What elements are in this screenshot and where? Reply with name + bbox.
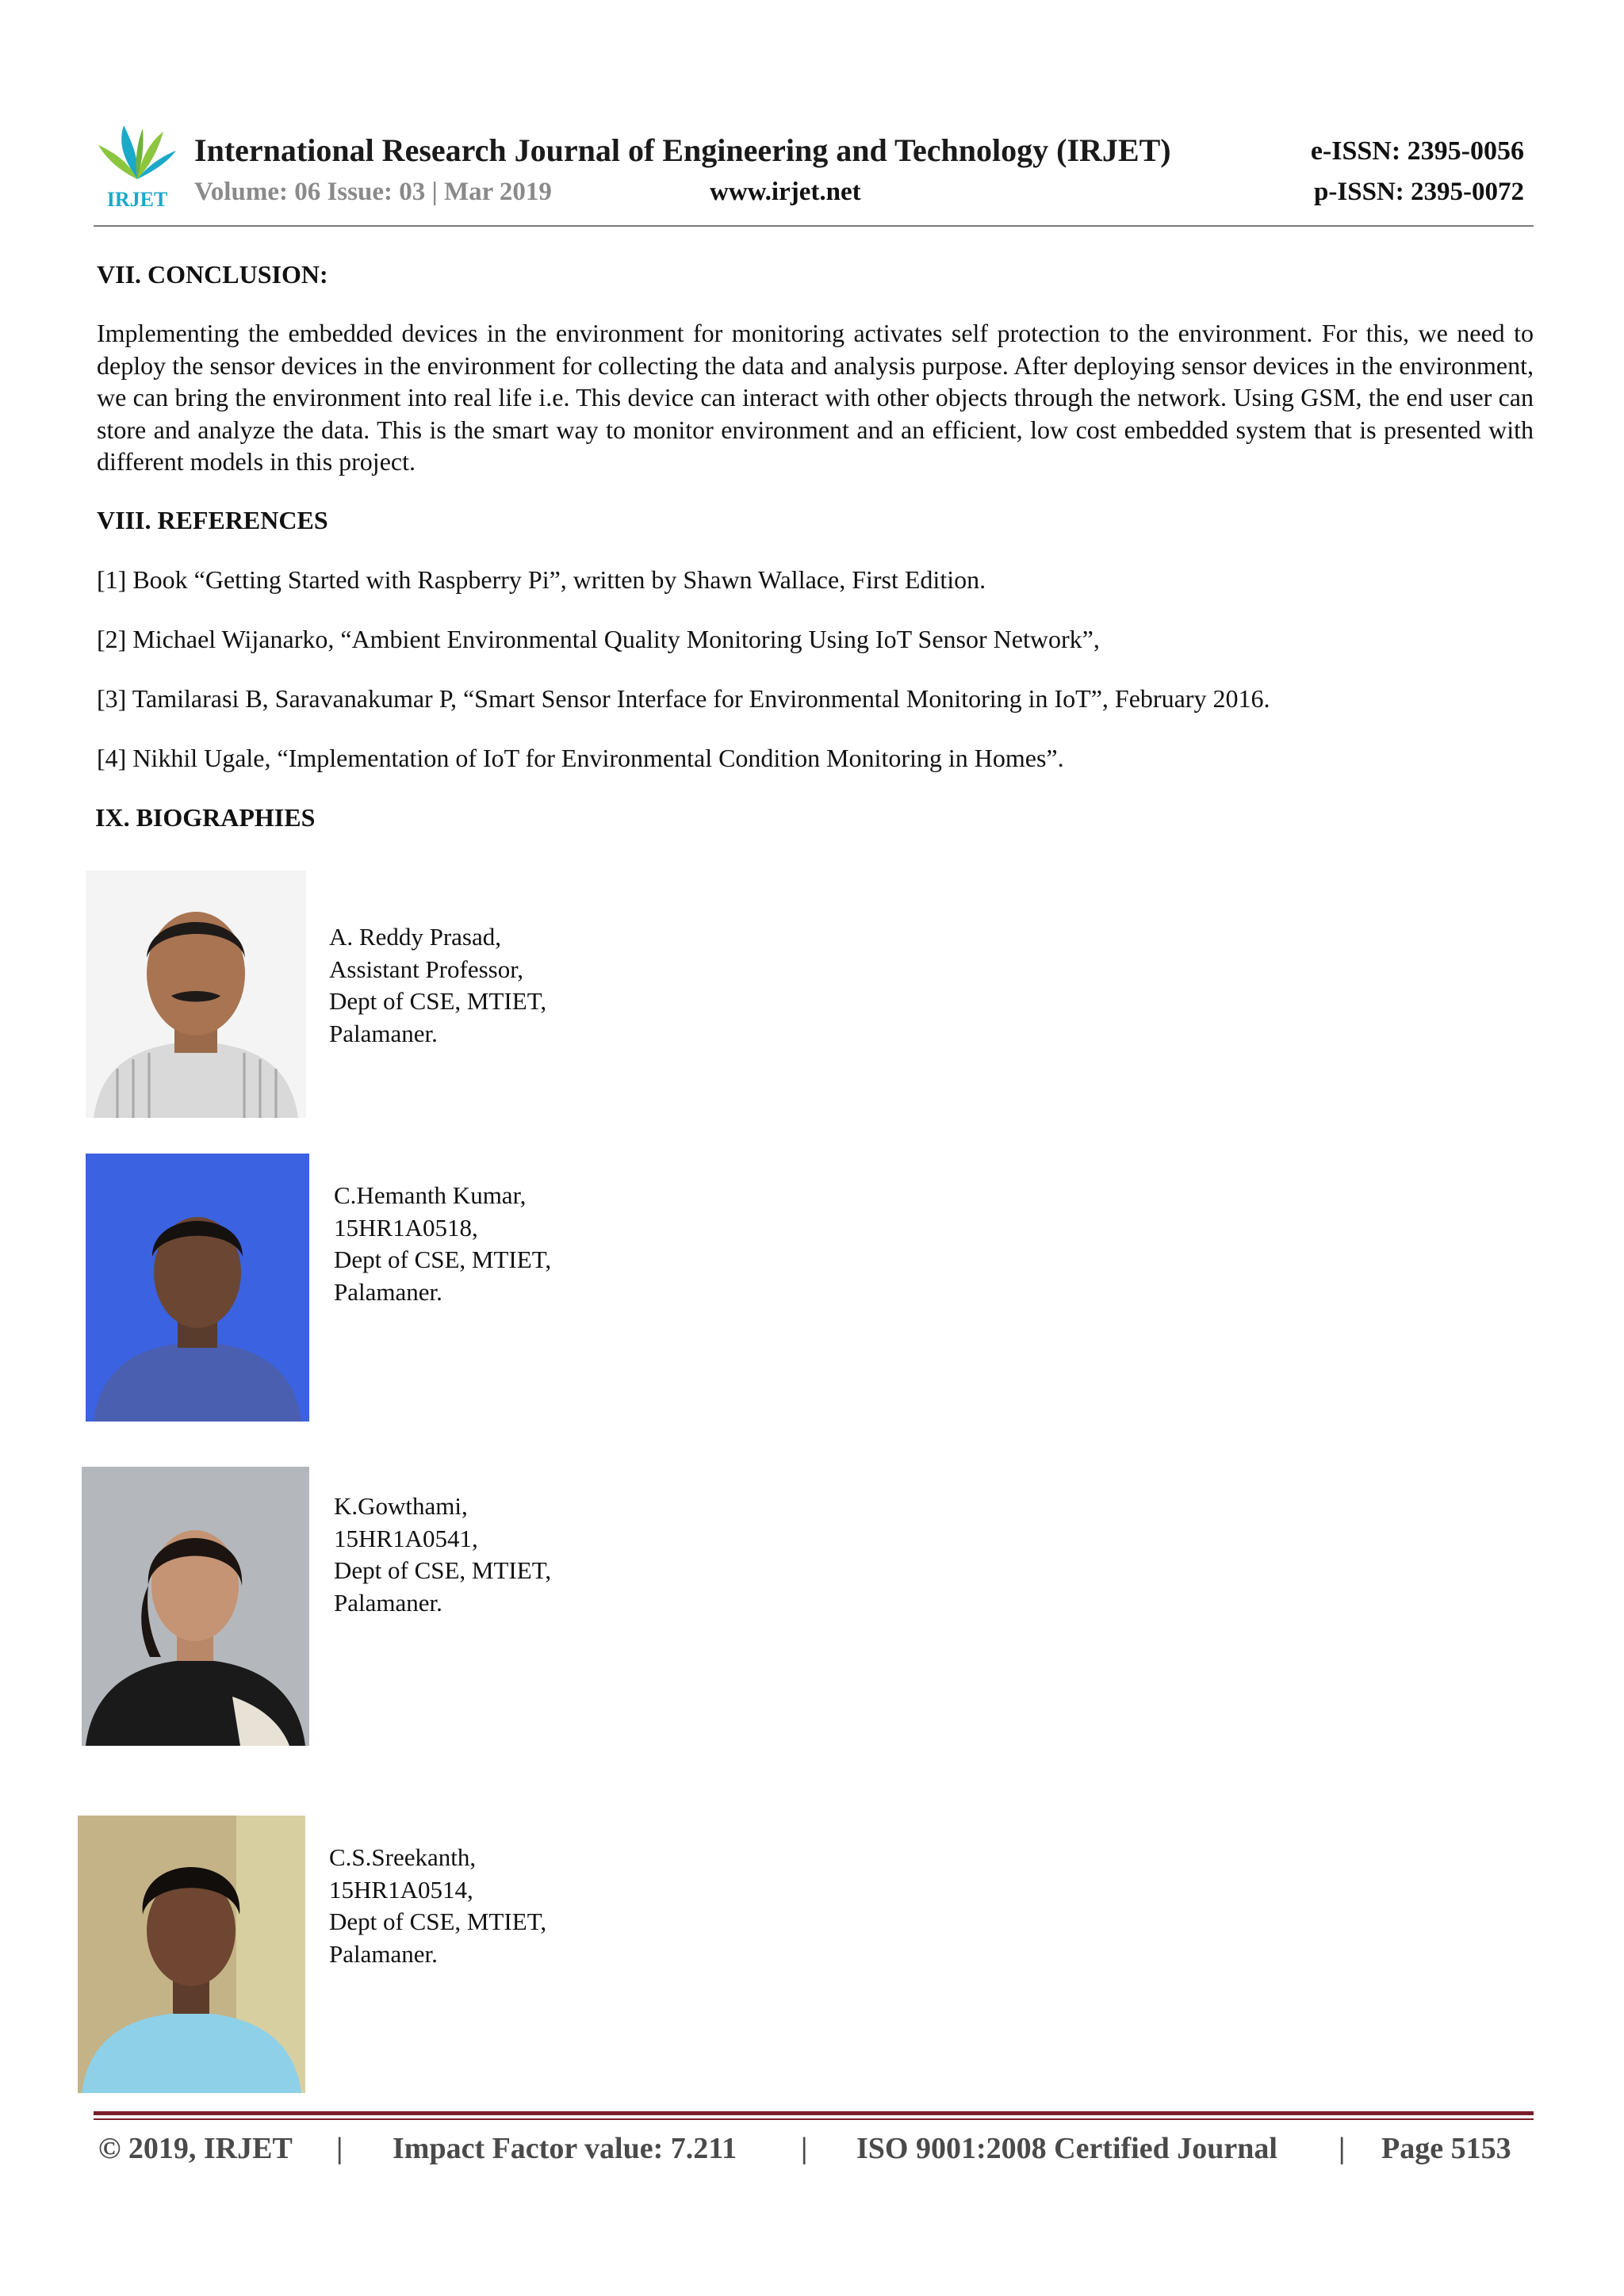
journal-website: www.irjet.net: [710, 178, 861, 206]
bio-line: Dept of CSE, MTIET,: [329, 1908, 547, 1935]
volume-issue: Volume: 06 Issue: 03 | Mar 2019: [194, 178, 552, 206]
irjet-logo-icon: [94, 117, 181, 212]
author-photo: [86, 871, 306, 1118]
reference-item: [3] Tamilarasi B, Saravanakumar P, “Smart Sensor Interface for Environmental Monitoring in IoT”, February 2016.: [97, 684, 1270, 713]
pissn: p-ISSN: 2395-0072: [1314, 178, 1524, 206]
svg-text:IRJET: IRJET: [106, 188, 168, 211]
author-photo: [86, 1154, 309, 1422]
footer-copyright: © 2019, IRJET: [98, 2132, 293, 2165]
bio-line: Dept of CSE, MTIET,: [334, 1246, 552, 1273]
reference-item: [4] Nikhil Ugale, “Implementation of IoT for Environmental Condition Monitoring in Homes”.: [97, 744, 1064, 772]
conclusion-heading: VII. CONCLUSION:: [97, 260, 328, 289]
author-bio: [329, 921, 546, 1050]
references-heading: VIII. REFERENCES: [97, 506, 328, 534]
bio-line: C.S.Sreekanth,: [329, 1843, 477, 1871]
bio-line: C.Hemanth Kumar,: [334, 1181, 527, 1209]
reference-item: [2] Michael Wijanarko, “Ambient Environmental Quality Monitoring Using IoT Sensor Network”,: [97, 625, 1100, 653]
author-photo: [82, 1467, 309, 1746]
footer-rule: [94, 2111, 1534, 2115]
author-bio: [329, 1842, 546, 1970]
footer-iso: ISO 9001:2008 Certified Journal: [856, 2132, 1277, 2165]
conclusion-paragraph: Implementing the embedded devices in the environment for monitoring activates self protection to the environment. For this, we need to deploy the sensor devices in the environment for collecting the data and analysis purpose. After deploying sensor devices in the environment, we can bring the environment into real life i.e. This device can interact with other objects through the network. Using GSM, the end user can store and analyze the data. This is the smart way to monitor environment and an efficient, low cost embedded system that is presented with different models in this project.: [97, 319, 1534, 476]
bio-line: Palamaner.: [329, 1019, 438, 1047]
bio-line: Palamaner.: [334, 1588, 442, 1617]
footer-separator: |: [801, 2132, 808, 2165]
bio-line: 15HR1A0541,: [334, 1524, 478, 1552]
bio-line: Palamaner.: [334, 1277, 442, 1306]
footer-page-number: Page 5153: [1381, 2132, 1511, 2165]
journal-title: International Research Journal of Engineering and Technology (IRJET): [194, 132, 1171, 168]
bio-line: Dept of CSE, MTIET,: [334, 1556, 552, 1584]
irjet-logo: [94, 117, 181, 212]
footer-separator: |: [336, 2132, 343, 2165]
bio-line: K.Gowthami,: [334, 1492, 468, 1520]
bio-line: A. Reddy Prasad,: [329, 923, 501, 951]
reference-item: [1] Book “Getting Started with Raspberry Pi”, written by Shawn Wallace, First Edition.: [97, 565, 986, 594]
biographies-heading: IX. BIOGRAPHIES: [95, 803, 316, 832]
footer-separator: |: [1339, 2132, 1346, 2165]
header-rule: [94, 225, 1534, 227]
footer-rule: [94, 2118, 1534, 2120]
author-photo: [78, 1816, 305, 2093]
footer-impact-factor: Impact Factor value: 7.211: [393, 2132, 737, 2165]
author-bio: [334, 1180, 551, 1308]
bio-line: Dept of CSE, MTIET,: [329, 987, 547, 1015]
bio-line: 15HR1A0514,: [329, 1875, 473, 1904]
author-bio: [334, 1490, 551, 1619]
bio-line: Palamaner.: [329, 1939, 438, 1968]
eissn: e-ISSN: 2395-0056: [1310, 136, 1524, 166]
bio-line: 15HR1A0518,: [334, 1213, 478, 1242]
bio-line: Assistant Professor,: [329, 955, 524, 983]
